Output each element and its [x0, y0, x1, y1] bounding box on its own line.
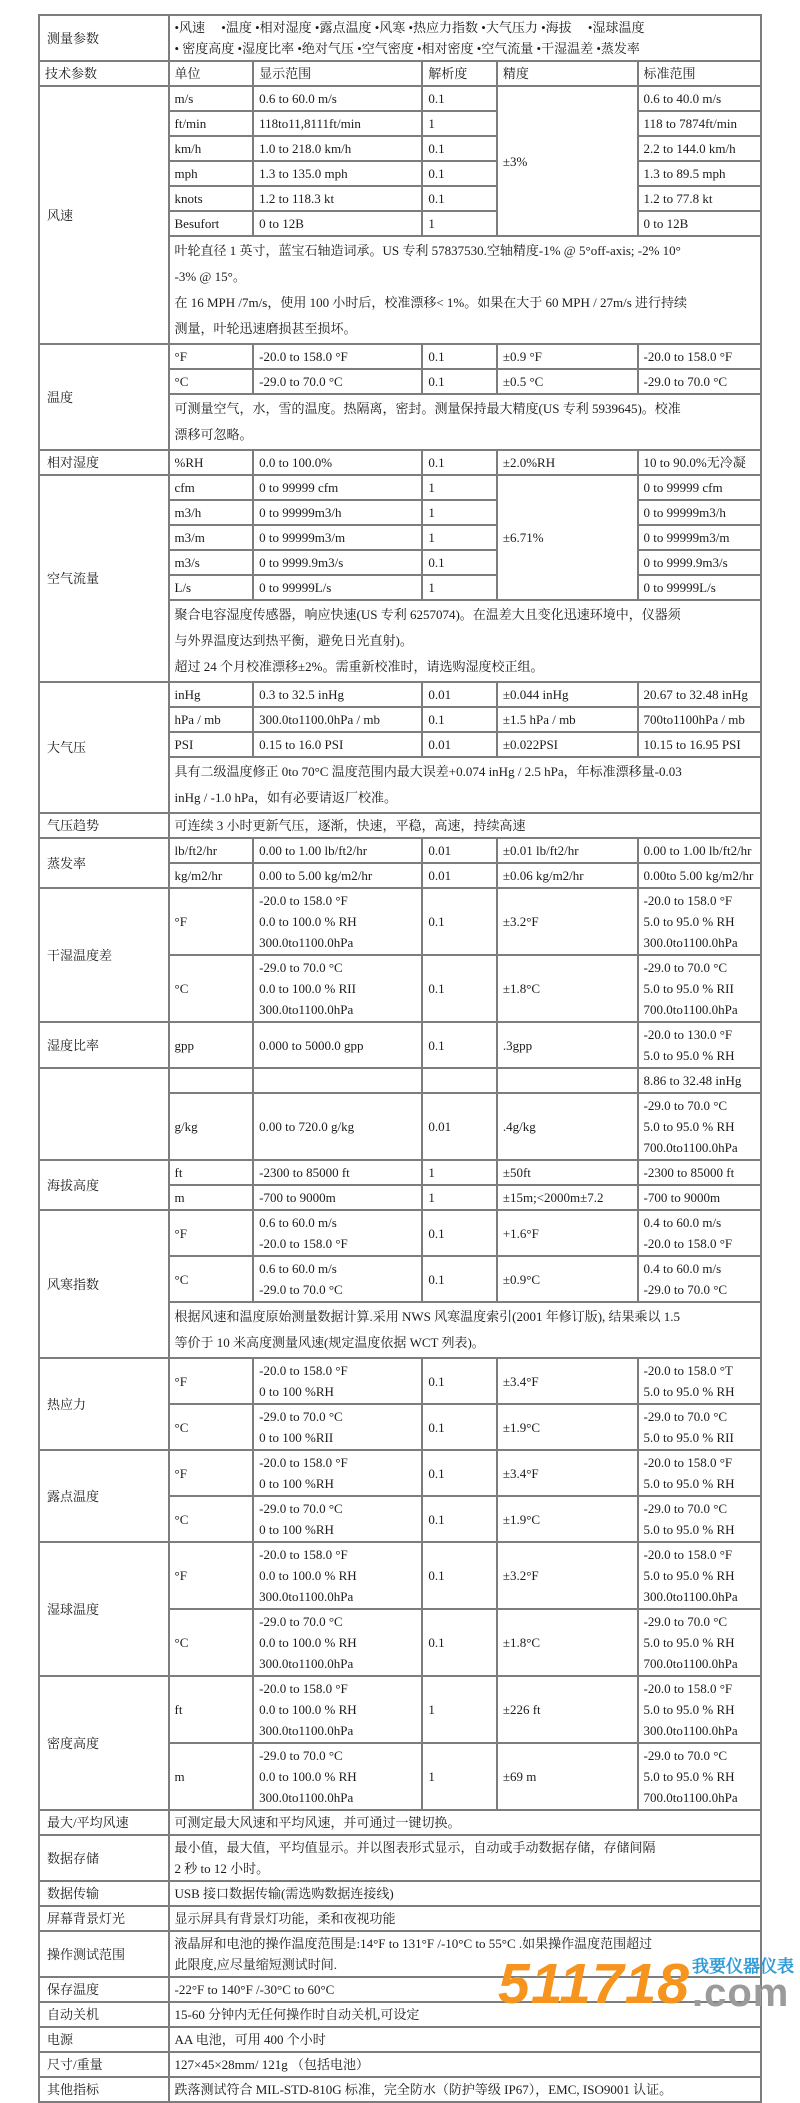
- note-cell: 根据风速和温度原始测量数据计算.采用 NWS 风寒温度索引(2001 年修订版), 结果乘以 1.5 等价于 10 米高度测量风速(规定温度依据 WCT 列表)。: [169, 1302, 762, 1358]
- unit-cell: °F: [169, 888, 254, 955]
- precision-cell: ±1.9°C: [497, 1404, 638, 1450]
- table-row: [39, 1450, 761, 1496]
- spec-table: [38, 14, 762, 2103]
- watermark-tagline: 我要仪器仪表: [692, 1957, 794, 1977]
- section-label-cell: 密度高度: [39, 1676, 169, 1810]
- resolution-cell: 0.1: [422, 1022, 496, 1068]
- standard-range-cell: 0 to 9999.9m3/s: [638, 550, 761, 575]
- display-range-cell: 0.3 to 32.5 inHg: [253, 682, 422, 707]
- spec-sheet-page: [0, 14, 800, 2097]
- section-label-cell: 蒸发率: [39, 838, 169, 888]
- precision-cell: ±0.5 °C: [497, 369, 638, 394]
- unit-cell: °F: [169, 1542, 254, 1609]
- standard-range-cell: 1.3 to 89.5 mph: [638, 161, 761, 186]
- resolution-cell: 0.1: [422, 86, 496, 111]
- section-label-cell: 保存温度: [39, 1977, 169, 2002]
- display-range-cell: 0.00 to 5.00 kg/m2/hr: [253, 863, 422, 888]
- precision-cell: ±0.01 lb/ft2/hr: [497, 838, 638, 863]
- precision-cell: ±3.2°F: [497, 1542, 638, 1609]
- display-range-cell: 300.0to1100.0hPa / mb: [253, 707, 422, 732]
- section-label-cell: 尺寸/重量: [39, 2052, 169, 2077]
- standard-range-cell: -29.0 to 70.0 °C: [638, 369, 761, 394]
- resolution-cell: 1: [422, 1676, 496, 1743]
- standard-range-cell: -29.0 to 70.0 °C 5.0 to 95.0 % RII 700.0to1100.0hPa: [638, 955, 761, 1022]
- display-range-cell: -29.0 to 70.0 °C 0 to 100 %RH: [253, 1496, 422, 1542]
- unit-cell: ft/min: [169, 111, 254, 136]
- unit-cell: m3/s: [169, 550, 254, 575]
- precision-cell: ±2.0%RH: [497, 450, 638, 475]
- section-label-cell: 露点温度: [39, 1450, 169, 1542]
- value-cell: 液晶屏和电池的操作温度范围是:14°F to 131°F /-10°C to 55°C .如果操作温度范围超过 此限度,应尽量缩短测试时间.: [169, 1931, 762, 1977]
- table-row: [39, 1676, 761, 1743]
- resolution-cell: 0.1: [422, 1404, 496, 1450]
- precision-cell: ±3.4°F: [497, 1450, 638, 1496]
- note-cell: 叶轮直径 1 英寸，蓝宝石轴造词承。US 专利 57837530.空轴精度-1% @ 5°off-axis; -2% 10° -3% @ 15°。 在 16 MPH /7m/s，使用 100 小时后，校准漂移< 1%。如果在大于 60 MPH / 27m/s 进行持续 测量，叶轮迅速磨损甚至损坏。: [169, 236, 762, 344]
- table-row: [39, 475, 761, 500]
- header-cell: 显示范围: [253, 61, 422, 86]
- standard-range-cell: 0.00 to 1.00 lb/ft2/hr: [638, 838, 761, 863]
- table-row: [39, 888, 761, 955]
- unit-cell: °C: [169, 955, 254, 1022]
- section-label-cell: 湿球温度: [39, 1542, 169, 1676]
- unit-cell: kg/m2/hr: [169, 863, 254, 888]
- unit-cell: m: [169, 1185, 254, 1210]
- precision-cell: ±1.8°C: [497, 955, 638, 1022]
- value-cell: 15-60 分钟内无任何操作时自动关机,可设定: [169, 2002, 762, 2027]
- standard-range-cell: -20.0 to 130.0 °F 5.0 to 95.0 % RH: [638, 1022, 761, 1068]
- value-cell: AA 电池，可用 400 个小时: [169, 2027, 762, 2052]
- unit-cell: %RH: [169, 450, 254, 475]
- table-row: [39, 1881, 761, 1906]
- unit-cell: lb/ft2/hr: [169, 838, 254, 863]
- unit-cell: mph: [169, 161, 254, 186]
- resolution-cell: 0.1: [422, 955, 496, 1022]
- section-label-cell: [39, 1068, 169, 1160]
- unit-cell: m: [169, 1743, 254, 1810]
- standard-range-cell: 0 to 99999m3/m: [638, 525, 761, 550]
- value-cell: 显示屏具有背景灯功能，柔和夜视功能: [169, 1906, 762, 1931]
- unit-cell: [169, 1068, 254, 1093]
- display-range-cell: 0 to 99999m3/h: [253, 500, 422, 525]
- display-range-cell: 0.6 to 60.0 m/s -29.0 to 70.0 °C: [253, 1256, 422, 1302]
- unit-cell: °F: [169, 1358, 254, 1404]
- section-label-cell: 海拔高度: [39, 1160, 169, 1210]
- unit-cell: ft: [169, 1676, 254, 1743]
- standard-range-cell: 0.00to 5.00 kg/m2/hr: [638, 863, 761, 888]
- unit-cell: °C: [169, 1496, 254, 1542]
- display-range-cell: 0.15 to 16.0 PSI: [253, 732, 422, 757]
- resolution-cell: 0.1: [422, 888, 496, 955]
- resolution-cell: 1: [422, 475, 496, 500]
- section-label-cell: 屏幕背景灯光: [39, 1906, 169, 1931]
- note-cell: 具有二级温度修正 0to 70°C 温度范围内最大误差+0.074 inHg / 2.5 hPa，年标准漂移量-0.03 inHg / -1.0 hPa，如有必要请返厂校准。: [169, 757, 762, 813]
- section-label-cell: 温度: [39, 344, 169, 450]
- table-row: [39, 1068, 761, 1093]
- watermark-site-number: 511718: [498, 1951, 690, 2016]
- standard-range-cell: -29.0 to 70.0 °C 5.0 to 95.0 % RH: [638, 1496, 761, 1542]
- value-cell: 最小值，最大值，平均值显示。并以图表形式显示，自动或手动数据存储，存储间隔 2 秒 to 12 小时。: [169, 1835, 762, 1881]
- unit-cell: g/kg: [169, 1093, 254, 1160]
- value-cell: USB 接口数据传输(需选购数据连接线): [169, 1881, 762, 1906]
- resolution-cell: 1: [422, 1743, 496, 1810]
- precision-cell: ±0.9 °F: [497, 344, 638, 369]
- section-label-cell: 自动关机: [39, 2002, 169, 2027]
- table-row: [39, 2052, 761, 2077]
- precision-cell: ±50ft: [497, 1160, 638, 1185]
- standard-range-cell: -20.0 to 158.0 °F 5.0 to 95.0 % RH 300.0to1100.0hPa: [638, 888, 761, 955]
- watermark-right-block: [692, 1957, 794, 2015]
- display-range-cell: -20.0 to 158.0 °F: [253, 344, 422, 369]
- resolution-cell: 1: [422, 1185, 496, 1210]
- resolution-cell: 0.1: [422, 707, 496, 732]
- display-range-cell: -29.0 to 70.0 °C: [253, 369, 422, 394]
- standard-range-cell: 2.2 to 144.0 km/h: [638, 136, 761, 161]
- table-row: [39, 86, 761, 111]
- resolution-cell: 0.1: [422, 344, 496, 369]
- note-cell: 可测量空气，水，雪的温度。热隔离，密封。测量保持最大精度(US 专利 5939645)。校准 漂移可忽略。: [169, 394, 762, 450]
- standard-range-cell: 0 to 12B: [638, 211, 761, 236]
- table-row: [39, 1810, 761, 1835]
- value-cell: -22°F to 140°F /-30°C to 60°C: [169, 1977, 762, 2002]
- section-label-cell: 风速: [39, 86, 169, 344]
- section-label-cell: 其他指标: [39, 2077, 169, 2102]
- standard-range-cell: -2300 to 85000 ft: [638, 1160, 761, 1185]
- resolution-cell: 0.01: [422, 863, 496, 888]
- section-label-cell: 数据传输: [39, 1881, 169, 1906]
- display-range-cell: 0.00 to 1.00 lb/ft2/hr: [253, 838, 422, 863]
- display-range-cell: -29.0 to 70.0 °C 0.0 to 100.0 % RH 300.0to1100.0hPa: [253, 1743, 422, 1810]
- precision-cell: ±1.9°C: [497, 1496, 638, 1542]
- resolution-cell: 1: [422, 525, 496, 550]
- unit-cell: inHg: [169, 682, 254, 707]
- display-range-cell: [253, 1068, 422, 1093]
- display-range-cell: 0 to 99999 cfm: [253, 475, 422, 500]
- table-row: [39, 838, 761, 863]
- resolution-cell: 0.1: [422, 550, 496, 575]
- precision-cell: [497, 1068, 638, 1093]
- standard-range-cell: -29.0 to 70.0 °C 5.0 to 95.0 % RH 700.0to1100.0hPa: [638, 1743, 761, 1810]
- standard-range-cell: 0.6 to 40.0 m/s: [638, 86, 761, 111]
- display-range-cell: 0.00 to 720.0 g/kg: [253, 1093, 422, 1160]
- resolution-cell: 0.1: [422, 1450, 496, 1496]
- display-range-cell: -2300 to 85000 ft: [253, 1160, 422, 1185]
- table-row: [39, 15, 761, 61]
- precision-cell: .3gpp: [497, 1022, 638, 1068]
- resolution-cell: 0.01: [422, 682, 496, 707]
- precision-cell: ±0.022PSI: [497, 732, 638, 757]
- table-row: [39, 1160, 761, 1185]
- standard-range-cell: 0 to 99999 cfm: [638, 475, 761, 500]
- display-range-cell: 0 to 9999.9m3/s: [253, 550, 422, 575]
- unit-cell: hPa / mb: [169, 707, 254, 732]
- section-label-cell: 操作测试范围: [39, 1931, 169, 1977]
- precision-cell: ±1.8°C: [497, 1609, 638, 1676]
- resolution-cell: 0.1: [422, 1542, 496, 1609]
- standard-range-cell: -20.0 to 158.0 °F 5.0 to 95.0 % RH: [638, 1450, 761, 1496]
- value-cell: 跌落测试符合 MIL-STD-810G 标准，完全防水（防护等级 IP67），EMC, ISO9001 认证。: [169, 2077, 762, 2102]
- value-cell: 可连续 3 小时更新气压，逐渐，快速，平稳，高速，持续高速: [169, 813, 762, 838]
- precision-cell: ±1.5 hPa / mb: [497, 707, 638, 732]
- section-label-cell: 数据存储: [39, 1835, 169, 1881]
- standard-range-cell: 10.15 to 16.95 PSI: [638, 732, 761, 757]
- display-range-cell: 0.6 to 60.0 m/s -20.0 to 158.0 °F: [253, 1210, 422, 1256]
- precision-cell: ±3%: [497, 86, 638, 236]
- resolution-cell: [422, 1068, 496, 1093]
- display-range-cell: -29.0 to 70.0 °C 0.0 to 100.0 % RH 300.0to1100.0hPa: [253, 1609, 422, 1676]
- unit-cell: m3/h: [169, 500, 254, 525]
- value-cell: •风速 •温度 •相对湿度 •露点温度 •风寒 •热应力指数 •大气压力 •海拔 •湿球温度 • 密度高度 •湿度比率 •绝对气压 •空气密度 •相对密度 •空气流量 •干湿温差 •蒸发率: [169, 15, 762, 61]
- section-label-cell: 空气流量: [39, 475, 169, 682]
- note-cell: 聚合电容湿度传感器，响应快速(US 专利 6257074)。在温差大且变化迅速环境中，仪器须 与外界温度达到热平衡，避免日光直射)。 超过 24 个月校准漂移±2%。需重新校准时，请选购湿度校正组。: [169, 600, 762, 682]
- unit-cell: °C: [169, 369, 254, 394]
- unit-cell: knots: [169, 186, 254, 211]
- standard-range-cell: 20.67 to 32.48 inHg: [638, 682, 761, 707]
- unit-cell: PSI: [169, 732, 254, 757]
- precision-cell: +1.6°F: [497, 1210, 638, 1256]
- precision-cell: ±0.9°C: [497, 1256, 638, 1302]
- precision-cell: ±6.71%: [497, 475, 638, 600]
- unit-cell: °C: [169, 1609, 254, 1676]
- standard-range-cell: 0.4 to 60.0 m/s -20.0 to 158.0 °F: [638, 1210, 761, 1256]
- resolution-cell: 0.1: [422, 161, 496, 186]
- resolution-cell: 0.1: [422, 1256, 496, 1302]
- display-range-cell: -29.0 to 70.0 °C 0 to 100 %RII: [253, 1404, 422, 1450]
- display-range-cell: 0.0 to 100.0%: [253, 450, 422, 475]
- resolution-cell: 1: [422, 575, 496, 600]
- standard-range-cell: -20.0 to 158.0 °F: [638, 344, 761, 369]
- display-range-cell: -700 to 9000m: [253, 1185, 422, 1210]
- section-label-cell: 大气压: [39, 682, 169, 813]
- table-row: [39, 1210, 761, 1256]
- unit-cell: L/s: [169, 575, 254, 600]
- standard-range-cell: 0 to 99999L/s: [638, 575, 761, 600]
- resolution-cell: 0.01: [422, 732, 496, 757]
- standard-range-cell: 0 to 99999m3/h: [638, 500, 761, 525]
- header-cell: 技术参数: [39, 61, 169, 86]
- precision-cell: ±0.044 inHg: [497, 682, 638, 707]
- table-row: [39, 61, 761, 86]
- table-row: [39, 813, 761, 838]
- display-range-cell: 1.3 to 135.0 mph: [253, 161, 422, 186]
- standard-range-cell: 118 to 7874ft/min: [638, 111, 761, 136]
- section-label-cell: 最大/平均风速: [39, 1810, 169, 1835]
- display-range-cell: -20.0 to 158.0 °F 0.0 to 100.0 % RH 300.0to1100.0hPa: [253, 1676, 422, 1743]
- unit-cell: °F: [169, 344, 254, 369]
- standard-range-cell: -29.0 to 70.0 °C 5.0 to 95.0 % RH 700.0to1100.0hPa: [638, 1093, 761, 1160]
- table-row: [39, 1542, 761, 1609]
- resolution-cell: 1: [422, 211, 496, 236]
- table-row: [39, 344, 761, 369]
- precision-cell: .4g/kg: [497, 1093, 638, 1160]
- table-row: [39, 450, 761, 475]
- unit-cell: Besufort: [169, 211, 254, 236]
- section-label-cell: 干湿温度差: [39, 888, 169, 1022]
- precision-cell: ±69 m: [497, 1743, 638, 1810]
- section-label-cell: 测量参数: [39, 15, 169, 61]
- standard-range-cell: 0.4 to 60.0 m/s -29.0 to 70.0 °C: [638, 1256, 761, 1302]
- display-range-cell: -20.0 to 158.0 °F 0 to 100 %RH: [253, 1450, 422, 1496]
- resolution-cell: 0.1: [422, 186, 496, 211]
- standard-range-cell: 1.2 to 77.8 kt: [638, 186, 761, 211]
- watermark: [498, 1951, 794, 2016]
- display-range-cell: -20.0 to 158.0 °F 0.0 to 100.0 % RH 300.0to1100.0hPa: [253, 1542, 422, 1609]
- section-label-cell: 风寒指数: [39, 1210, 169, 1358]
- unit-cell: °F: [169, 1210, 254, 1256]
- standard-range-cell: -29.0 to 70.0 °C 5.0 to 95.0 % RII: [638, 1404, 761, 1450]
- standard-range-cell: -20.0 to 158.0 °F 5.0 to 95.0 % RH 300.0to1100.0hPa: [638, 1676, 761, 1743]
- display-range-cell: -20.0 to 158.0 °F 0.0 to 100.0 % RH 300.0to1100.0hPa: [253, 888, 422, 955]
- section-label-cell: 电源: [39, 2027, 169, 2052]
- display-range-cell: 1.0 to 218.0 km/h: [253, 136, 422, 161]
- display-range-cell: 118to11,8111ft/min: [253, 111, 422, 136]
- unit-cell: °C: [169, 1404, 254, 1450]
- table-row: [39, 1835, 761, 1881]
- resolution-cell: 0.1: [422, 1358, 496, 1404]
- header-cell: 单位: [169, 61, 254, 86]
- display-range-cell: 1.2 to 118.3 kt: [253, 186, 422, 211]
- standard-range-cell: -20.0 to 158.0 °T 5.0 to 95.0 % RH: [638, 1358, 761, 1404]
- resolution-cell: 0.1: [422, 1210, 496, 1256]
- table-row: [39, 1906, 761, 1931]
- resolution-cell: 1: [422, 500, 496, 525]
- display-range-cell: -20.0 to 158.0 °F 0 to 100 %RH: [253, 1358, 422, 1404]
- precision-cell: ±0.06 kg/m2/hr: [497, 863, 638, 888]
- watermark-domain-suffix: .com: [692, 1971, 790, 2015]
- standard-range-cell: 700to1100hPa / mb: [638, 707, 761, 732]
- table-row: [39, 1358, 761, 1404]
- unit-cell: km/h: [169, 136, 254, 161]
- display-range-cell: 0 to 12B: [253, 211, 422, 236]
- resolution-cell: 0.1: [422, 1496, 496, 1542]
- header-cell: 精度: [497, 61, 638, 86]
- section-label-cell: 气压趋势: [39, 813, 169, 838]
- precision-cell: ±3.4°F: [497, 1358, 638, 1404]
- section-label-cell: 湿度比率: [39, 1022, 169, 1068]
- resolution-cell: 0.1: [422, 450, 496, 475]
- unit-cell: cfm: [169, 475, 254, 500]
- resolution-cell: 0.01: [422, 1093, 496, 1160]
- display-range-cell: 0.000 to 5000.0 gpp: [253, 1022, 422, 1068]
- unit-cell: °C: [169, 1256, 254, 1302]
- unit-cell: m3/m: [169, 525, 254, 550]
- standard-range-cell: -29.0 to 70.0 °C 5.0 to 95.0 % RH 700.0to1100.0hPa: [638, 1609, 761, 1676]
- value-cell: 127×45×28mm/ 121g （包括电池）: [169, 2052, 762, 2077]
- resolution-cell: 0.1: [422, 369, 496, 394]
- display-range-cell: -29.0 to 70.0 °C 0.0 to 100.0 % RII 300.0to1100.0hPa: [253, 955, 422, 1022]
- resolution-cell: 1: [422, 1160, 496, 1185]
- resolution-cell: 0.01: [422, 838, 496, 863]
- precision-cell: ±3.2°F: [497, 888, 638, 955]
- display-range-cell: 0 to 99999m3/m: [253, 525, 422, 550]
- display-range-cell: 0 to 99999L/s: [253, 575, 422, 600]
- display-range-cell: 0.6 to 60.0 m/s: [253, 86, 422, 111]
- unit-cell: gpp: [169, 1022, 254, 1068]
- standard-range-cell: -20.0 to 158.0 °F 5.0 to 95.0 % RH 300.0to1100.0hPa: [638, 1542, 761, 1609]
- section-label-cell: 相对湿度: [39, 450, 169, 475]
- header-cell: 标准范围: [638, 61, 761, 86]
- unit-cell: m/s: [169, 86, 254, 111]
- standard-range-cell: 10 to 90.0%无冷凝: [638, 450, 761, 475]
- resolution-cell: 1: [422, 111, 496, 136]
- resolution-cell: 0.1: [422, 136, 496, 161]
- unit-cell: °F: [169, 1450, 254, 1496]
- table-row: [39, 2027, 761, 2052]
- precision-cell: ±15m;<2000m±7.2: [497, 1185, 638, 1210]
- value-cell: 可测定最大风速和平均风速，并可通过一键切换。: [169, 1810, 762, 1835]
- table-row: [39, 682, 761, 707]
- standard-range-cell: -700 to 9000m: [638, 1185, 761, 1210]
- unit-cell: ft: [169, 1160, 254, 1185]
- header-cell: 解析度: [422, 61, 496, 86]
- table-row: [39, 2077, 761, 2102]
- precision-cell: ±226 ft: [497, 1676, 638, 1743]
- standard-range-cell: 8.86 to 32.48 inHg: [638, 1068, 761, 1093]
- section-label-cell: 热应力: [39, 1358, 169, 1450]
- resolution-cell: 0.1: [422, 1609, 496, 1676]
- table-row: [39, 1022, 761, 1068]
